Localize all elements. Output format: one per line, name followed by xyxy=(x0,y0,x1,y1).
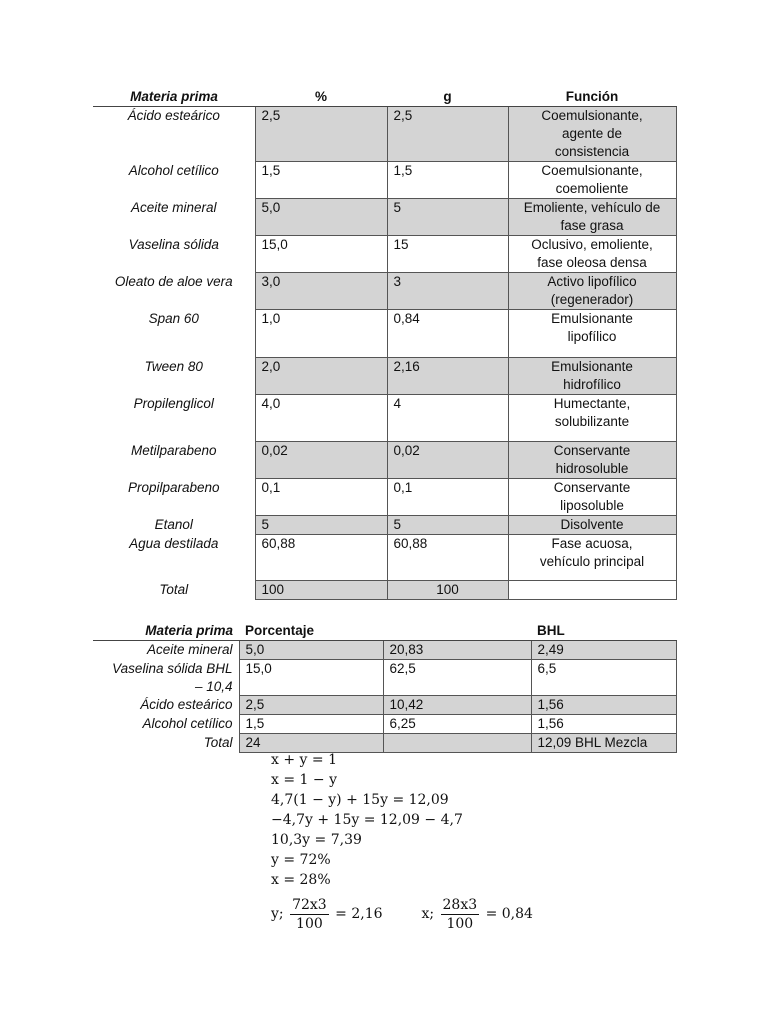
header-porcentaje: Porcentaje xyxy=(239,622,383,641)
percent-cell: 5 xyxy=(255,516,387,535)
funcion-line: solubilizante xyxy=(554,414,630,429)
hlb-name-line: – 10,4 xyxy=(194,678,233,694)
fraction-x-result: = 0,84 xyxy=(485,906,533,922)
funcion-line: Activo lipofílico xyxy=(547,274,637,289)
porcentaje-cell: 5,0 xyxy=(239,641,383,660)
hlb-materia-prima-cell xyxy=(93,660,239,696)
porcentaje-cell: 2,5 xyxy=(239,696,383,715)
materia-prima-cell: Metilparabeno xyxy=(130,442,217,458)
materia-prima-cell: Agua destilada xyxy=(129,535,219,551)
grams-cell: 3 xyxy=(387,273,508,310)
header-funcion: Función xyxy=(508,88,676,107)
percent-cell: 15,0 xyxy=(255,236,387,273)
funcion-cell xyxy=(508,107,676,162)
grams-cell: 60,88 xyxy=(387,535,508,581)
funcion-line: Fase acuosa, xyxy=(551,536,633,551)
header-percent: % xyxy=(255,88,387,107)
formulation-row xyxy=(93,273,676,310)
funcion-line: Emulsionante xyxy=(551,311,633,326)
formulation-row xyxy=(93,516,676,535)
formulation-header-row xyxy=(93,88,676,107)
header-materia-prima: Materia prima xyxy=(93,88,255,107)
total-percent: 100 xyxy=(255,581,387,600)
percent-cell: 60,88 xyxy=(255,535,387,581)
funcion-line: agente de xyxy=(561,126,623,141)
fraction-y-denominator: 100 xyxy=(296,915,323,932)
formulation-total-row xyxy=(93,581,676,600)
funcion-cell xyxy=(508,442,676,479)
fraction-x-prefix: x; xyxy=(421,906,435,922)
funcion-line: Coemulsionante, xyxy=(541,163,643,178)
materia-prima-cell: Propilparabeno xyxy=(127,479,220,495)
equation-line: x = 1 − y xyxy=(271,772,337,788)
funcion-line: Disolvente xyxy=(560,517,624,532)
fraction-line xyxy=(271,892,533,936)
funcion-line: coemoliente xyxy=(555,181,629,196)
fraction-x xyxy=(441,896,480,933)
porcentaje-cell: 15,0 xyxy=(239,660,383,696)
percent-cell: 0,02 xyxy=(255,442,387,479)
funcion-cell xyxy=(508,479,676,516)
funcion-cell xyxy=(508,535,676,581)
formulation-row xyxy=(93,107,676,162)
porcentaje-cell: 24 xyxy=(239,734,383,753)
bhl-cell: 2,49 xyxy=(531,641,676,660)
total-funcion xyxy=(508,581,676,600)
hlb-row xyxy=(93,660,676,696)
hlb-materia-prima-cell: Aceite mineral xyxy=(146,642,233,657)
grams-cell: 0,84 xyxy=(387,310,508,358)
bhl-cell: 1,56 xyxy=(531,696,676,715)
funcion-line: liposoluble xyxy=(560,498,624,513)
hlb-name-line: Vaselina sólida BHL xyxy=(112,660,233,676)
hlb-table xyxy=(93,622,677,753)
hlb-row xyxy=(93,641,676,660)
percent-cell: 3,0 xyxy=(255,273,387,310)
hlb-materia-prima-cell: Ácido esteárico xyxy=(140,696,233,712)
materia-prima-cell: Etanol xyxy=(154,516,193,532)
equation-line: x = 28% xyxy=(271,872,331,888)
formulation-row xyxy=(93,442,676,479)
materia-prima-cell: Aceite mineral xyxy=(130,199,217,215)
funcion-cell xyxy=(508,310,676,358)
funcion-line: lipofílico xyxy=(567,329,617,344)
grams-cell: 2,16 xyxy=(387,358,508,395)
percent-cell: 1,0 xyxy=(255,310,387,358)
funcion-cell xyxy=(508,358,676,395)
funcion-line: vehículo principal xyxy=(539,554,645,569)
equation-line: 4,7(1 − y) + 15y = 12,09 xyxy=(271,792,449,808)
grams-cell: 5 xyxy=(387,199,508,236)
funcion-line: Humectante, xyxy=(553,396,631,411)
funcion-line: Conservante xyxy=(553,480,631,495)
funcion-cell xyxy=(508,395,676,442)
funcion-cell xyxy=(508,162,676,199)
materia-prima-cell: Span 60 xyxy=(148,310,199,326)
funcion-line: Coemulsionante, xyxy=(541,108,643,123)
funcion-line: (regenerador) xyxy=(550,292,634,307)
grams-cell: 0,02 xyxy=(387,442,508,479)
fraction-cell: 20,83 xyxy=(383,641,531,660)
fraction-x-numerator: 28x3 xyxy=(442,896,478,913)
materia-prima-cell: Tween 80 xyxy=(144,358,203,374)
funcion-cell xyxy=(508,516,676,535)
percent-cell: 1,5 xyxy=(255,162,387,199)
total-grams: 100 xyxy=(387,581,508,600)
porcentaje-cell: 1,5 xyxy=(239,715,383,734)
equation-line: y = 72% xyxy=(271,852,331,868)
formulation-row xyxy=(93,162,676,199)
funcion-line: Oclusivo, emoliente, xyxy=(531,237,653,252)
equation-line: x + y = 1 xyxy=(271,752,337,768)
fraction-cell: 10,42 xyxy=(383,696,531,715)
header-grams: g xyxy=(387,88,508,107)
percent-cell: 4,0 xyxy=(255,395,387,442)
hlb-header-row xyxy=(93,622,676,641)
funcion-line: Emoliente, vehículo de xyxy=(523,200,661,215)
formulation-row xyxy=(93,535,676,581)
hlb-materia-prima-cell: Alcohol cetílico xyxy=(142,715,233,731)
grams-cell: 5 xyxy=(387,516,508,535)
header-empty xyxy=(383,622,531,641)
materia-prima-cell: Ácido esteárico xyxy=(127,108,220,123)
grams-cell: 4 xyxy=(387,395,508,442)
fraction-y xyxy=(290,896,329,933)
materia-prima-cell: Propilenglicol xyxy=(133,395,214,411)
fraction-y-result: = 2,16 xyxy=(335,906,383,922)
equation-line: −4,7y + 15y = 12,09 − 4,7 xyxy=(271,812,463,828)
grams-cell: 15 xyxy=(387,236,508,273)
formulation-table xyxy=(93,88,677,600)
percent-cell: 2,0 xyxy=(255,358,387,395)
funcion-line: hidrofílico xyxy=(563,377,621,392)
materia-prima-cell: Alcohol cetílico xyxy=(128,162,219,178)
grams-cell: 2,5 xyxy=(387,107,508,162)
header-materia-prima: Materia prima xyxy=(93,622,239,641)
formulation-row xyxy=(93,395,676,442)
funcion-line: Emulsionante xyxy=(551,359,633,374)
funcion-line: Conservante xyxy=(553,443,631,458)
funcion-cell xyxy=(508,236,676,273)
percent-cell: 2,5 xyxy=(255,107,387,162)
grams-cell: 0,1 xyxy=(387,479,508,516)
formulation-row xyxy=(93,199,676,236)
fraction-x-denominator: 100 xyxy=(446,915,474,932)
fraction-y-numerator: 72x3 xyxy=(292,896,327,913)
total-label: Total xyxy=(159,581,189,597)
header-bhl: BHL xyxy=(531,622,676,641)
materia-prima-cell: Oleato de aloe vera xyxy=(114,273,233,289)
funcion-line: fase oleosa densa xyxy=(537,255,647,270)
bhl-cell: 1,56 xyxy=(531,715,676,734)
materia-prima-cell: Vaselina sólida xyxy=(128,236,219,252)
formulation-row xyxy=(93,310,676,358)
formulation-row xyxy=(93,479,676,516)
hlb-row xyxy=(93,696,676,715)
fraction-y-prefix: y; xyxy=(271,906,284,922)
hlb-row xyxy=(93,715,676,734)
formulation-row xyxy=(93,236,676,273)
funcion-cell xyxy=(508,273,676,310)
percent-cell: 5,0 xyxy=(255,199,387,236)
funcion-line: fase grasa xyxy=(560,218,624,233)
grams-cell: 1,5 xyxy=(387,162,508,199)
equation-line: 10,3y = 7,39 xyxy=(271,832,362,848)
fraction-cell: 6,25 xyxy=(383,715,531,734)
hlb-materia-prima-cell: Total xyxy=(203,734,233,750)
funcion-line: hidrosoluble xyxy=(555,461,629,476)
bhl-cell: 12,09 BHL Mezcla xyxy=(531,734,676,753)
percent-cell: 0,1 xyxy=(255,479,387,516)
funcion-line: consistencia xyxy=(554,144,630,159)
fraction-cell: 62,5 xyxy=(383,660,531,696)
formulation-row xyxy=(93,358,676,395)
funcion-cell xyxy=(508,199,676,236)
hlb-equations xyxy=(271,750,533,936)
bhl-cell: 6,5 xyxy=(531,660,676,696)
